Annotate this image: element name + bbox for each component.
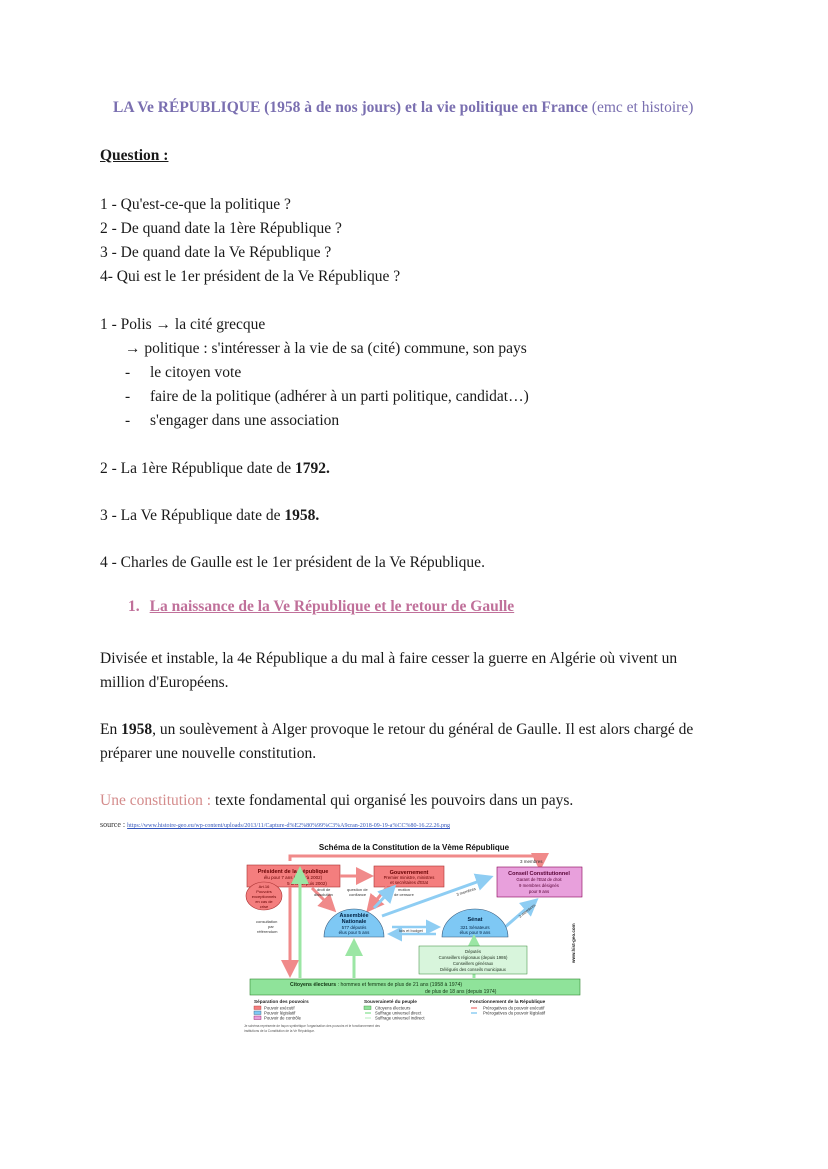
question-4: 4- Qui est le 1er président de la Ve République ? bbox=[100, 268, 401, 285]
p2-pre: En bbox=[100, 721, 122, 738]
section-heading-1 bbox=[128, 598, 514, 616]
ge-l0: Députés bbox=[464, 949, 482, 954]
legend-col3-title: Fonctionnement de la République bbox=[470, 999, 546, 1004]
answer-3-text: 3 - La Ve République date de bbox=[100, 507, 285, 524]
answer-2 bbox=[100, 457, 330, 481]
an-title1: Assemblée bbox=[339, 913, 369, 919]
legend-col1-title: Séparation des pouvoirs bbox=[254, 999, 309, 1004]
paragraph-2-line-1 bbox=[100, 718, 693, 742]
question-heading: Question : bbox=[100, 147, 169, 164]
source-link[interactable]: https://www.histoire-geo.eu/wp-content/uploads/2013/11/Capture-d%E2%80%99%C3%A9cran-2018-09-19-a%CC%80-16.22.26.png bbox=[127, 823, 450, 829]
source-line bbox=[100, 820, 450, 829]
legend-caption2: institutions de la Constitution de la Ve République. bbox=[244, 1029, 315, 1033]
bullet-item bbox=[125, 385, 529, 409]
legend-item: Pouvoir de contrôle bbox=[264, 1015, 302, 1021]
legend-item: Suffrage universel direct bbox=[375, 1010, 422, 1016]
label-3-membres-senat: 3 membres bbox=[517, 902, 537, 919]
legend-item: Prérogatives du pouvoir exécutif bbox=[483, 1005, 545, 1011]
paragraph-1-line-1: Divisée et instable, la 4e République a du mal à faire cesser la guerre en Algérie où vivent un bbox=[100, 650, 678, 667]
an-title2: Nationale bbox=[341, 919, 367, 925]
page-title bbox=[113, 99, 693, 117]
ge-l3: Délégués des conseils municipaux bbox=[440, 967, 506, 972]
section-label: La naissance de la Ve République et le retour de Gaulle bbox=[149, 598, 515, 615]
title-main: LA Ve RÉPUBLIQUE (1958 à de nos jours) et la vie politique en France bbox=[113, 99, 588, 116]
label-referendum: référendum bbox=[257, 929, 278, 934]
source-label: source : bbox=[100, 820, 128, 829]
gouvernement-l2: et secrétaires d'Etat bbox=[390, 880, 428, 885]
legend-item: Prérogatives du pouvoir législatif bbox=[483, 1010, 546, 1016]
label-lois-budget: lois et budget bbox=[399, 928, 423, 933]
conseil-l2: 9 membres désignés bbox=[519, 883, 559, 888]
legend-caption1: Je schéma représente de façon synthétique l'organisation des pouvoirs et le fonctionnement des bbox=[244, 1024, 380, 1028]
definition-term: Une constitution : bbox=[100, 792, 212, 809]
label-3-membres-an: 3 membres bbox=[455, 886, 477, 897]
section-number: 1. bbox=[128, 598, 140, 615]
question-1: 1 - Qu'est-ce-que la politique ? bbox=[100, 196, 291, 213]
an-l1: 577 députés bbox=[341, 925, 367, 930]
gouvernement-title: Gouvernement bbox=[389, 870, 429, 876]
conseil-l3: pour 9 ans bbox=[528, 889, 550, 894]
paragraph-1-line-2: million d'Européens. bbox=[100, 674, 229, 691]
label-3-membres-top: 3 membres bbox=[520, 859, 543, 864]
bullet-text: le citoyen vote bbox=[150, 364, 242, 381]
legend-col2-title: Souveraineté du peuple bbox=[364, 999, 417, 1004]
conseil-title: Conseil Constitutionnel bbox=[508, 871, 570, 877]
legend-item: Citoyens électeurs bbox=[375, 1005, 411, 1011]
answer-2-text: 2 - La 1ère République date de bbox=[100, 460, 295, 477]
label-motion: motion bbox=[398, 887, 411, 892]
bullet-text: s'engager dans une association bbox=[150, 412, 340, 429]
senat-title: Sénat bbox=[467, 917, 483, 923]
constitution-diagram bbox=[242, 838, 586, 1040]
p2-year: 1958 bbox=[121, 721, 153, 738]
an-l2: élus pour 5 ans bbox=[338, 930, 370, 935]
bullet-marker: - bbox=[125, 364, 131, 381]
label-consultation: consultation bbox=[256, 919, 278, 924]
label-question: question de bbox=[347, 887, 368, 892]
title-sub: (emc et histoire) bbox=[587, 99, 694, 116]
watermark: www.hist-geo.com bbox=[571, 923, 576, 963]
bullet-text: faire de la politique (adhérer à un parti politique, candidat…) bbox=[150, 388, 529, 405]
label-par: par bbox=[268, 924, 274, 929]
diagram-title: Schéma de la Constitution de la Vème République bbox=[318, 843, 510, 852]
question-2: 2 - De quand date la 1ère République ? bbox=[100, 220, 342, 237]
conseil-l1: Garant de l'Etat de droit bbox=[516, 877, 562, 882]
answer-3-year: 1958. bbox=[284, 507, 320, 524]
label-confiance: confiance bbox=[349, 892, 367, 897]
ge-l1: Conseillers régionaux (depuis 1986) bbox=[438, 955, 508, 960]
gouvernement-l1: Premier ministre, ministres bbox=[383, 875, 435, 880]
question-3: 3 - De quand date la Ve République ? bbox=[100, 244, 332, 261]
label-censure: de censure bbox=[394, 892, 414, 897]
answer-3 bbox=[100, 504, 319, 528]
paragraph-2-line-2: préparer une nouvelle constitution. bbox=[100, 745, 317, 762]
president-title: Président de la République bbox=[257, 869, 329, 875]
answer-2-year: 1792. bbox=[294, 460, 330, 477]
president-l1: élu pour 7 ans (jusqu'à 2002) bbox=[263, 875, 323, 880]
legend-item: Suffrage universel indirect bbox=[375, 1015, 425, 1021]
answer-1-arrow-line: → politique : s'intéresser à la vie de sa (cité) commune, son pays bbox=[125, 340, 527, 357]
art16-l4: crise bbox=[259, 904, 269, 909]
label-dissolution: dissolution bbox=[314, 892, 333, 897]
label-droit: droit de bbox=[317, 887, 331, 892]
definition-text: texte fondamental qui organisé les pouvoirs dans un pays. bbox=[211, 792, 574, 809]
answer-4: 4 - Charles de Gaulle est le 1er président de la Ve République. bbox=[100, 554, 485, 571]
bullet-marker: - bbox=[125, 388, 131, 405]
ge-l2: Conseillers généraux bbox=[452, 961, 494, 966]
senat-l2: élus pour 9 ans bbox=[459, 930, 491, 935]
art16-l2: exceptionnels bbox=[251, 894, 277, 899]
citoyens-l2: de plus de 18 ans (depuis 1974) bbox=[425, 989, 497, 995]
bullet-item bbox=[125, 409, 340, 433]
legend-item: Pouvoir exécutif bbox=[264, 1005, 295, 1011]
art16-l3: en cas de bbox=[255, 899, 273, 904]
bullet-marker: - bbox=[125, 412, 131, 429]
art16-l1: Pouvoirs bbox=[256, 889, 272, 894]
senat-l1: 321 Sénateurs bbox=[460, 925, 490, 930]
p2-rest: , un soulèvement à Alger provoque le retour du général de Gaulle. Il est alors chargé de bbox=[152, 721, 694, 738]
legend-item: Pouvoir législatif bbox=[264, 1010, 296, 1016]
art16-l0: Art.16 bbox=[258, 884, 270, 889]
answer-1-line: 1 - Polis → la cité grecque bbox=[100, 316, 266, 333]
definition bbox=[100, 789, 573, 813]
citoyens-l1: Citoyens électeurs : hommes et femmes de plus de 21 ans (1958 à 1974) bbox=[290, 982, 463, 988]
bullet-item bbox=[125, 361, 242, 385]
president-l2: 5 ans (depuis 2002) bbox=[287, 881, 327, 886]
